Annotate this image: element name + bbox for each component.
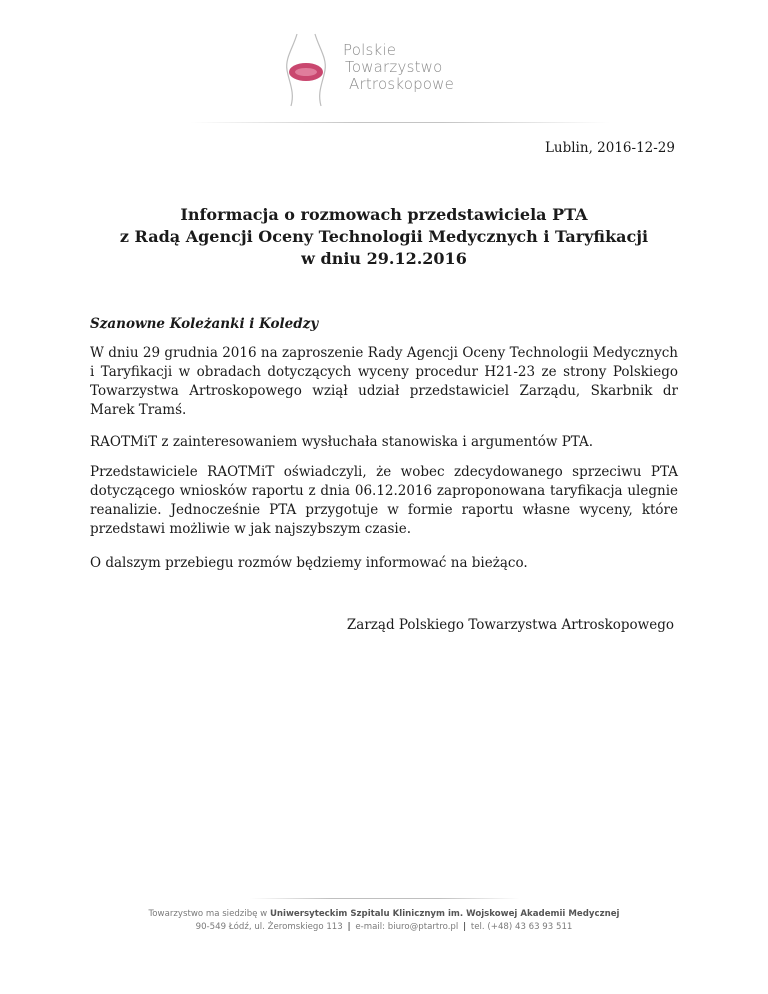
footer-line-1: [84, 908, 684, 921]
letter-date: Lublin, 2016-12-29: [544, 140, 675, 156]
footer-address: 90-549 Łódź, ul. Żeromskiego 113: [195, 922, 343, 932]
paragraph-2: RAOTMiT z zainteresowaniem wysłuchała stanowiska i argumentów PTA.: [90, 434, 594, 450]
letter-title: [110, 204, 658, 270]
header-divider: [190, 122, 610, 123]
logo-line-2: Towarzystwo: [345, 58, 443, 76]
title-line-1: Informacja o rozmowach przedstawiciela PTA: [180, 205, 588, 224]
footer-separator: |: [347, 922, 351, 932]
letterhead: [0, 0, 768, 130]
paragraph-3: Przedstawiciele RAOTMiT oświadczyli, że wobec zdecydowanego sprzeciwu PTA dotyczącego wniosków raportu z dnia 06.12.2016 zaproponowana taryfikacja ulegnie reanalizie. Jednocześnie PTA przygotuje w formie raportu własne wyceny, które przedstawi możliwie w jak najszybszym czasie.: [90, 464, 678, 537]
footer-phone: tel. (+48) 43 63 93 511: [470, 922, 573, 932]
footer-separator: |: [463, 922, 467, 932]
title-line-2: z Radą Agencji Oceny Technologii Medycznych i Taryfikacji: [119, 227, 649, 246]
paragraph-4: O dalszym przebiegu rozmów będziemy informować na bieżąco.: [90, 555, 528, 571]
footer-institution: Uniwersyteckim Szpitalu Klinicznym im. Wojskowej Akademii Medycznej: [269, 909, 620, 919]
logo-line-1: Polskie: [343, 41, 397, 59]
signature: Zarząd Polskiego Towarzystwa Artroskopowego: [346, 617, 674, 633]
footer-email: e-mail: biuro@ptartro.pl: [355, 922, 459, 932]
greeting: Szanowne Koleżanki i Koledzy: [90, 316, 319, 332]
footer-divider: [250, 898, 520, 899]
knee-joint-logo-icon: [275, 30, 339, 110]
title-line-3: w dniu 29.12.2016: [301, 249, 467, 268]
footer-prefix: Towarzystwo ma siedzibę w: [148, 909, 268, 919]
logo-line-3: Artroskopowe: [349, 75, 455, 93]
paragraph-1: W dniu 29 grudnia 2016 na zaproszenie Rady Agencji Oceny Technologii Medycznych i Taryfikacji w obradach dotyczących wyceny procedur H21-23 ze strony Polskiego Towarzystwa Artroskopowego wziął udział przedstawiciel Zarządu, Skarbnik dr Marek Tramś.: [90, 345, 678, 418]
logo-wordmark: [343, 42, 513, 93]
footer: [84, 908, 684, 934]
pta-logo: [275, 30, 505, 110]
footer-line-2: [84, 921, 684, 934]
